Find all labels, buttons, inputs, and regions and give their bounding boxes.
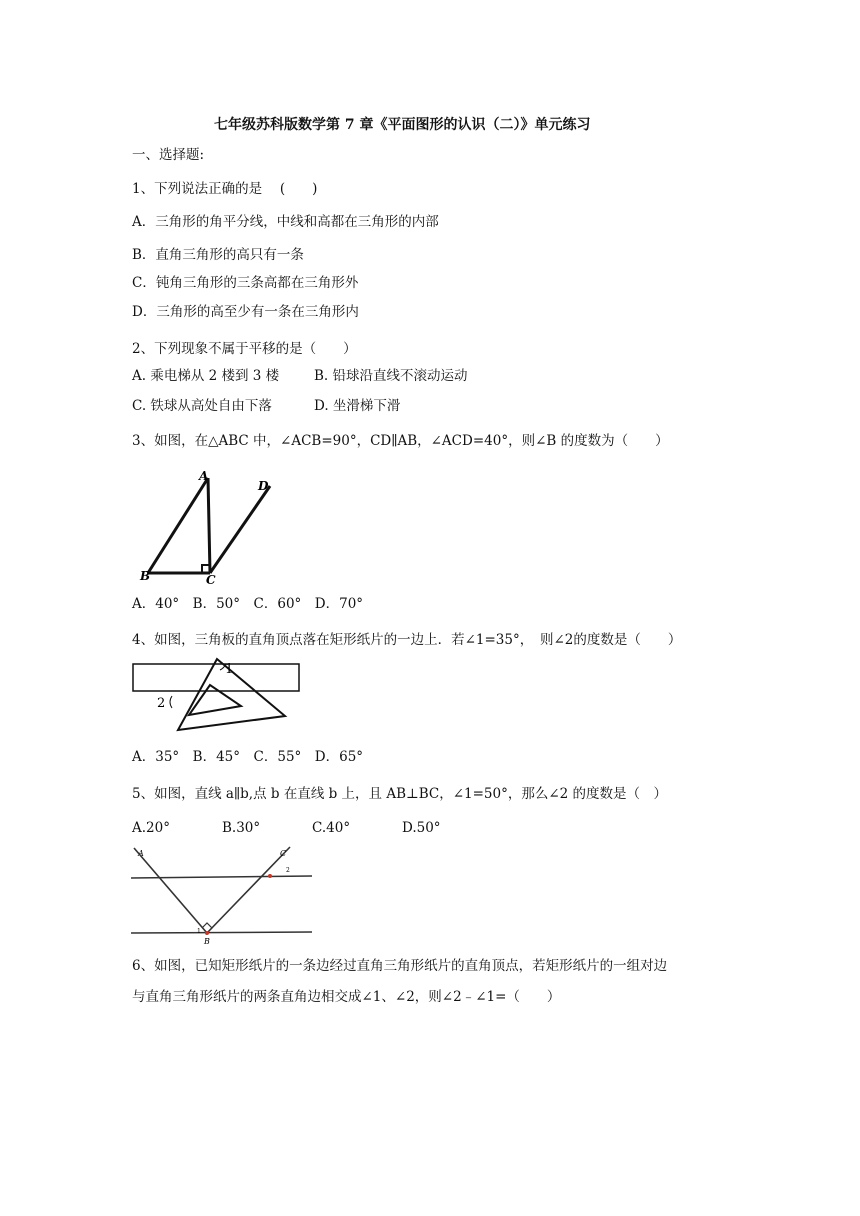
q5-figure [130,843,320,948]
q4-figure [130,656,310,746]
q5-label-c: C [280,849,287,858]
q4-options: A．35° B．45° C．55° D．65° [132,749,364,765]
q1-option-d: D．三角形的高至少有一条在三角形内 [132,304,359,320]
q5-label-a: A [138,849,144,858]
q3-label-d: D [258,479,269,493]
q1-option-a: A．三角形的角平分线，中线和高都在三角形的内部 [132,214,439,230]
q6-line-2: 与直角三角形纸片的两条直角边相交成∠1、∠2，则∠2﹣∠1=（ ） [132,989,561,1005]
q3-label-b: B [140,569,151,583]
q1-option-b: B．直角三角形的高只有一条 [132,247,304,263]
q1-stem: 1、下列说法正确的是 ( ) [132,181,318,197]
q5-label-b: B [204,937,210,946]
q3-stem: 3、如图，在△ABC 中，∠ACB=90°，CD∥AB，∠ACD=40°，则∠B 的度数为（ ） [132,433,669,449]
q2-stem: 2、下列现象不属于平移的是（ ） [132,341,357,357]
q5-option-b: B.30° [222,820,261,836]
q4-label-2: 2 [157,696,166,711]
page-title: 七年级苏科版数学第 7 章《平面图形的认识（二）》单元练习 [214,117,591,133]
q3-label-c: C [206,573,216,587]
q4-label-1: 1 [225,662,234,677]
q2-option-a: A. 乘电梯从 2 楼到 3 楼 [132,368,280,384]
q5-label-2: 2 [286,867,290,874]
q5-option-c: C.40° [312,820,351,836]
q2-option-b: B. 铅球沿直线不滚动运动 [314,368,468,384]
section-heading: 一、选择题: [132,147,205,163]
q3-figure [130,468,290,588]
q4-stem: 4、如图，三角板的直角顶点落在矩形纸片的一边上．若∠1=35°， 则∠2的度数是（ ） [132,632,682,648]
q3-label-a: A [199,469,209,483]
q5-label-1: 1 [197,928,201,935]
q5-option-d: D.50° [402,820,441,836]
q5-option-a: A.20° [132,820,170,836]
q1-option-c: C．钝角三角形的三条高都在三角形外 [132,275,359,291]
q3-options: A．40° B．50° C．60° D．70° [132,596,364,612]
q2-option-d: D. 坐滑梯下滑 [314,398,401,414]
q6-line-1: 6、如图，已知矩形纸片的一条边经过直角三角形纸片的直角顶点，若矩形纸片的一组对边 [132,958,668,974]
q5-stem: 5、如图，直线 a∥b,点 b 在直线 b 上，且 AB⊥BC，∠1=50°，那么∠2 的度数是（ ） [132,786,668,802]
q2-option-c: C. 铁球从高处自由下落 [132,398,272,414]
